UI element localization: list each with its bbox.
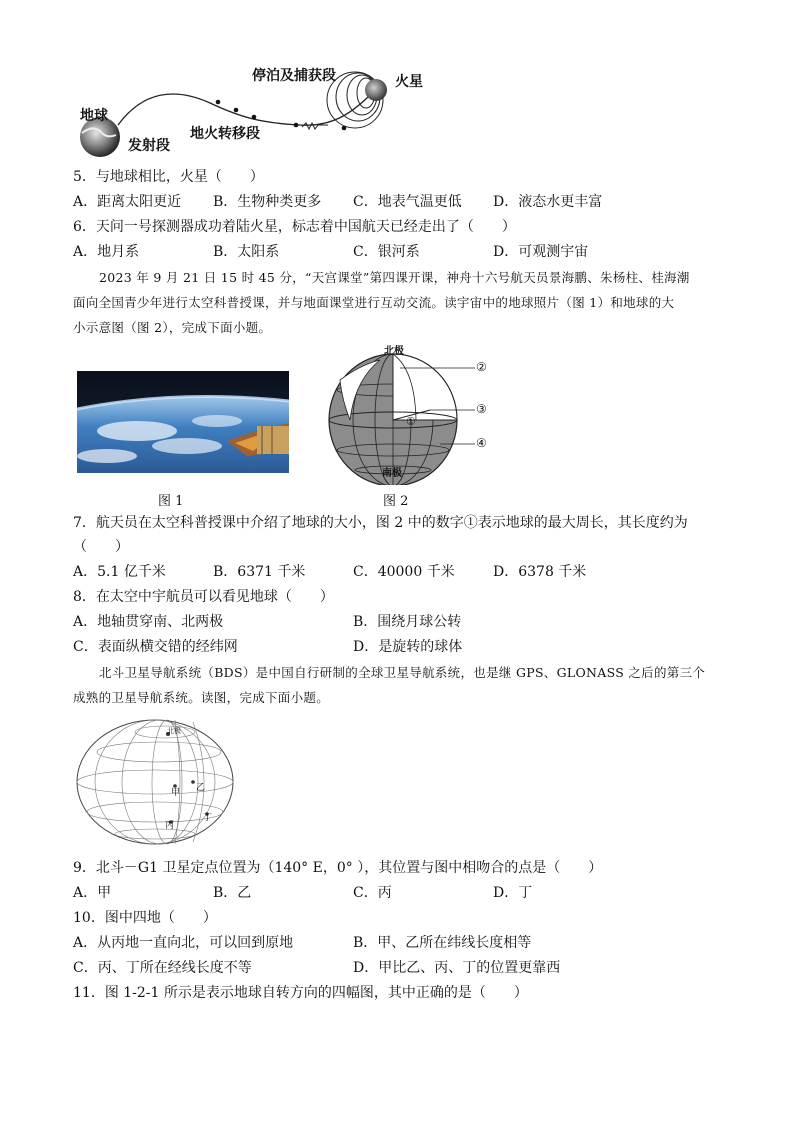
q6-option-c[interactable]: C．银河系 <box>353 244 420 260</box>
globe-point-ding: 丁 <box>203 813 213 823</box>
q5-stem: 5．与地球相比，火星（ ） <box>73 169 264 185</box>
south-pole-label: 南极 <box>382 468 402 479</box>
launch-label: 发射段 <box>128 138 170 154</box>
passage-tiangong <box>73 265 723 340</box>
transfer-label: 地火转移段 <box>190 126 260 142</box>
earth-size-figure <box>320 340 520 485</box>
q10-option-d[interactable]: D．甲比乙、丙、丁的位置更靠西 <box>353 960 561 976</box>
q7-option-b[interactable]: B．6371 千米 <box>213 564 306 580</box>
earth-label: 地球 <box>80 108 108 124</box>
passage1-line1: 2023 年 9 月 21 日 15 时 45 分，“天宫课堂”第四课开课，神舟十六号航天员景海鹏、朱杨柱、桂海潮 <box>99 270 690 285</box>
globe-point-jia: 甲 <box>171 788 181 798</box>
q10-stem: 10．图中四地（ ） <box>73 910 217 926</box>
q9-option-c[interactable]: C．丙 <box>353 885 392 901</box>
graticule-globe <box>75 712 235 847</box>
q8-option-c[interactable]: C．表面纵横交错的经纬网 <box>73 639 238 655</box>
q8-stem: 8．在太空中宇航员可以看见地球（ ） <box>73 589 334 605</box>
figure2-diagram <box>320 340 520 485</box>
figure1-caption: 图 1 <box>158 494 184 509</box>
globe-point-bing: 丙 <box>165 821 175 831</box>
q7-option-c[interactable]: C．40000 千米 <box>353 564 455 580</box>
figure2-caption: 图 2 <box>383 494 409 509</box>
figure1-photo <box>77 371 289 473</box>
q7-stem: 7．航天员在太空科普授课中介绍了地球的大小，图 2 中的数字①表示地球的最大周长，其长度约为 <box>73 515 688 531</box>
mars-globe <box>365 79 387 101</box>
q5-option-d[interactable]: D．液态水更丰富 <box>493 194 603 210</box>
passage2-line2: 成熟的卫星导航系统。读图，完成下面小题。 <box>73 690 330 705</box>
q6-option-b[interactable]: B．太阳系 <box>213 244 280 260</box>
transfer-diagram <box>70 55 440 165</box>
q8-option-d[interactable]: D．是旋转的球体 <box>353 639 463 655</box>
q10-option-b[interactable]: B．甲、乙所在纬线长度相等 <box>353 935 532 951</box>
passage1-line3: 小示意图（图 2），完成下面小题。 <box>73 320 272 335</box>
q8-option-a[interactable]: A．地轴贯穿南、北两极 <box>73 614 224 630</box>
passage1-line2: 面向全国青少年进行太空科普授课，并与地面课堂进行互动交流。读宇宙中的地球照片（图 1）和地球的大 <box>73 295 675 310</box>
globe-north-label: 北极 <box>167 727 181 735</box>
q7-option-d[interactable]: D．6378 千米 <box>493 564 587 580</box>
north-pole-label: 北极 <box>384 346 404 357</box>
mars-label: 火星 <box>395 74 423 90</box>
marker-2: ② <box>476 360 487 374</box>
q9-option-d[interactable]: D．丁 <box>493 885 533 901</box>
passage-beidou <box>73 660 723 710</box>
q9-option-a[interactable]: A．甲 <box>73 885 112 901</box>
parking-label: 停泊及捕获段 <box>252 68 336 84</box>
marker-1: ① <box>406 415 416 428</box>
q6-option-d[interactable]: D．可观测宇宙 <box>493 244 589 260</box>
q9-stem: 9．北斗－G1 卫星定点位置为（140° E，0° ），其位置与图中相吻合的点是（ ） <box>73 860 603 876</box>
globe-figure <box>75 712 235 847</box>
q8-option-b[interactable]: B．围绕月球公转 <box>353 614 462 630</box>
q6-option-a[interactable]: A．地月系 <box>73 244 140 260</box>
q7-option-a[interactable]: A．5.1 亿千米 <box>73 564 166 580</box>
q9-option-b[interactable]: B．乙 <box>213 885 252 901</box>
q11-stem: 11．图 1-2-1 所示是表示地球自转方向的四幅图，其中正确的是（ ） <box>73 985 528 1001</box>
marker-4: ④ <box>476 436 487 450</box>
q10-option-c[interactable]: C．丙、丁所在经线长度不等 <box>73 960 252 976</box>
q6-stem: 6．天问一号探测器成功着陆火星，标志着中国航天已经走出了（ ） <box>73 219 516 235</box>
q10-option-a[interactable]: A．从丙地一直向北，可以回到原地 <box>73 935 294 951</box>
q5-option-a[interactable]: A．距离太阳更近 <box>73 194 182 210</box>
passage2-line1: 北斗卫星导航系统（BDS）是中国自行研制的全球卫星导航系统，也是继 GPS、GLONASS 之后的第三个 <box>99 665 706 680</box>
q5-option-b[interactable]: B．生物种类更多 <box>213 194 322 210</box>
earth-from-space-image <box>77 371 289 473</box>
marker-3: ③ <box>476 402 487 416</box>
q5-option-c[interactable]: C．地表气温更低 <box>353 194 462 210</box>
q7-stem-cont: （ ） <box>73 539 129 555</box>
globe-point-yi: 乙 <box>196 783 206 793</box>
